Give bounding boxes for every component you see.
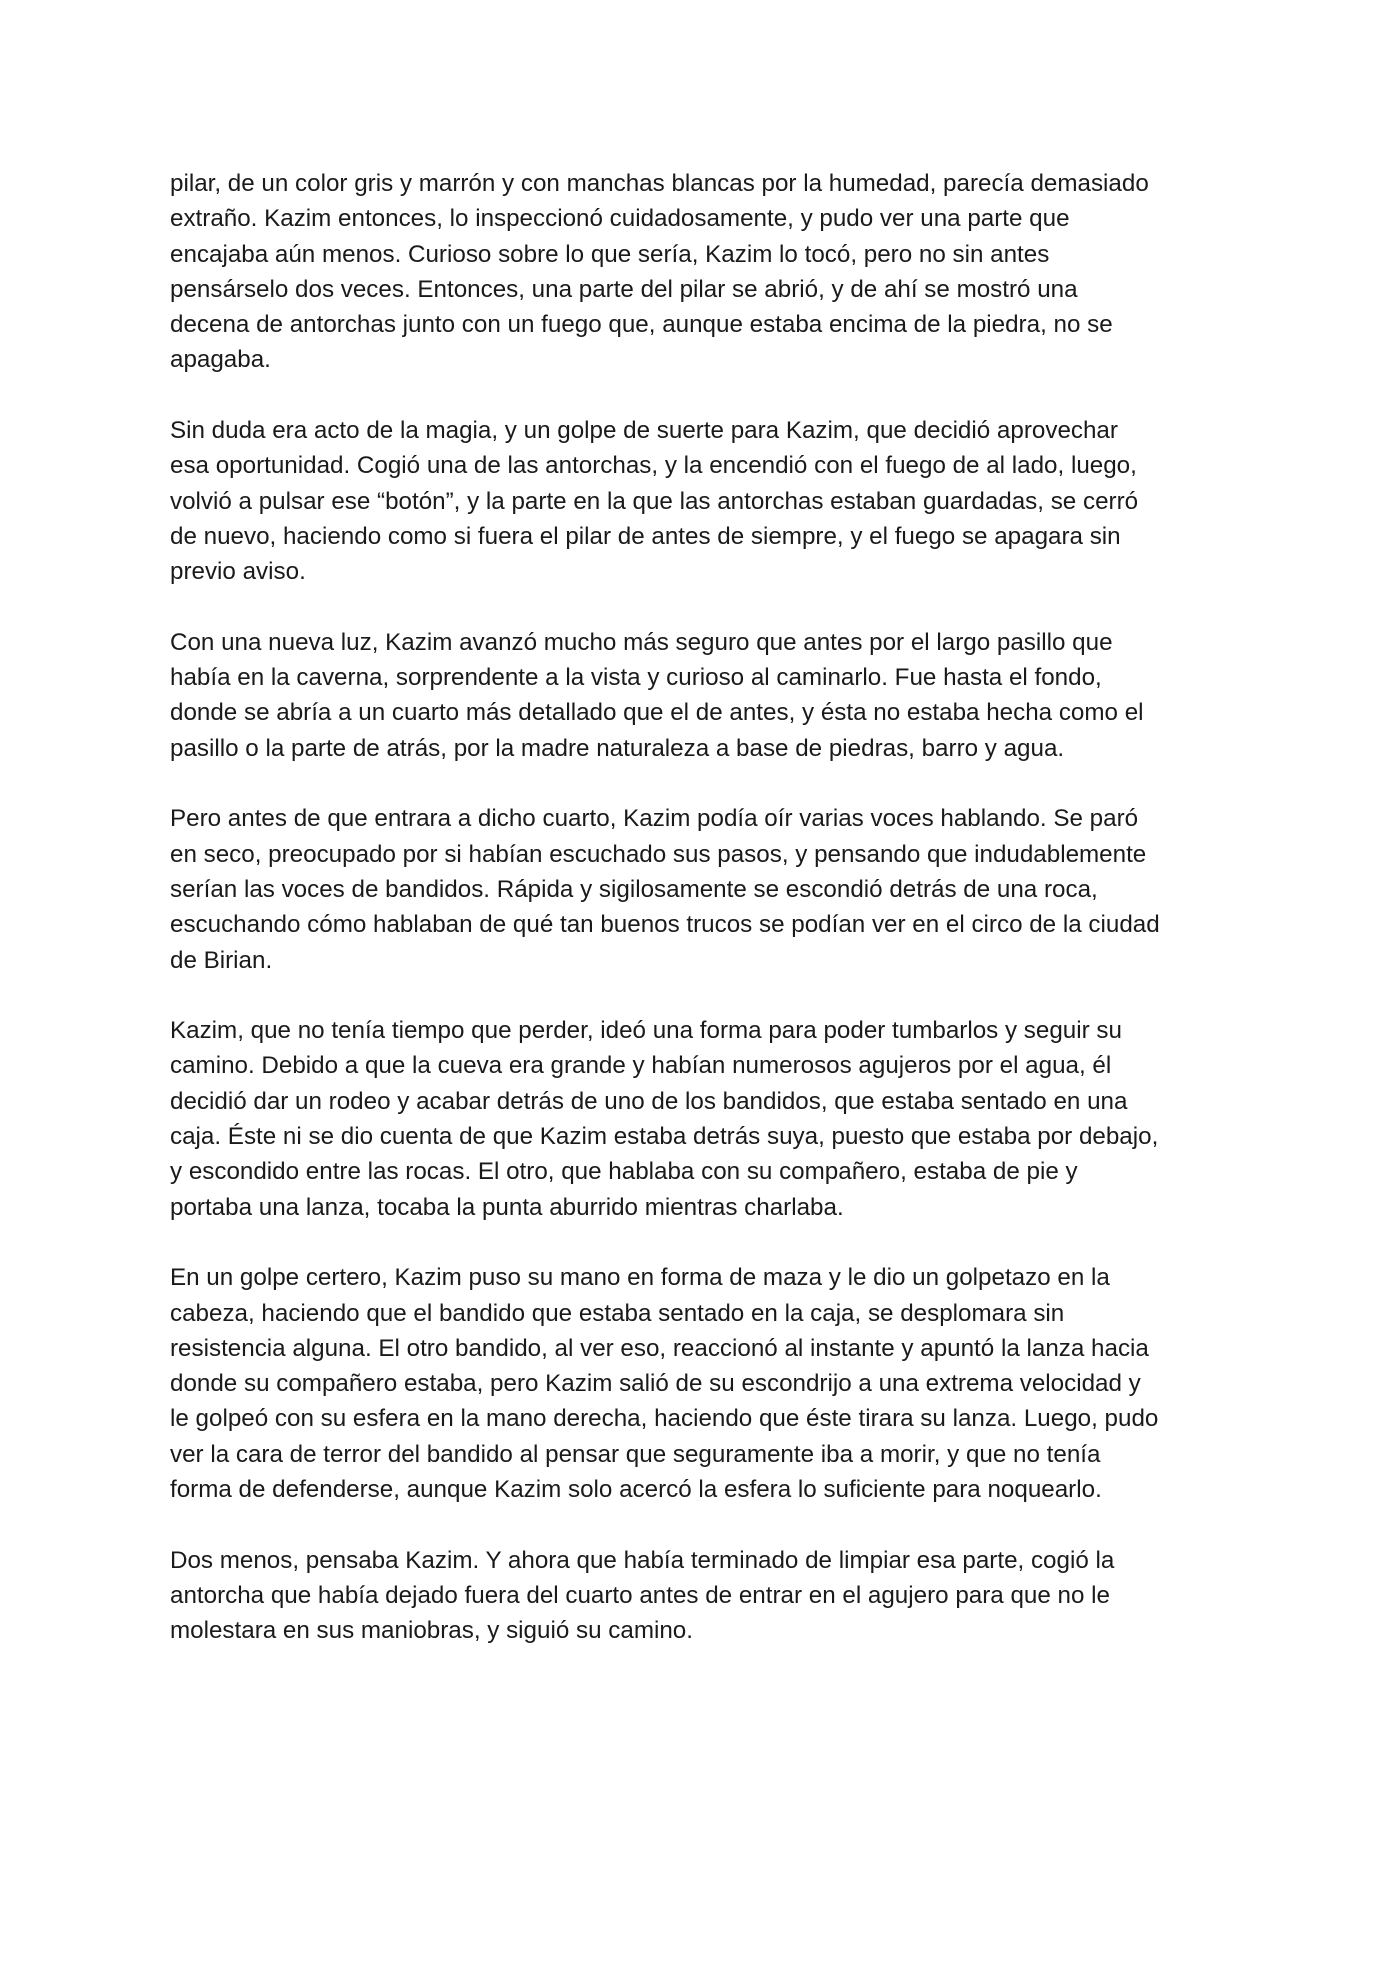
text-line: de Birian. bbox=[170, 946, 273, 974]
text-line: molestara en sus maniobras, y siguió su camino. bbox=[170, 1617, 693, 1645]
text-line: donde se abría a un cuarto más detallado que el de antes, y ésta no estaba hecha como el bbox=[170, 699, 1144, 727]
text-line: serían las voces de bandidos. Rápida y sigilosamente se escondió detrás de una roca, bbox=[170, 875, 1098, 903]
text-line: Pero antes de que entrara a dicho cuarto, Kazim podía oír varias voces hablando. Se paró bbox=[170, 805, 1139, 833]
text-line: ver la cara de terror del bandido al pensar que seguramente iba a morir, y que no tenía bbox=[170, 1440, 1101, 1468]
text-line: Sin duda era acto de la magia, y un golpe de suerte para Kazim, que decidió aprovechar bbox=[170, 417, 1118, 445]
text-line: donde su compañero estaba, pero Kazim salió de su escondrijo a una extrema velocidad y bbox=[170, 1370, 1141, 1398]
paragraph bbox=[170, 166, 1234, 378]
text-line: pensárselo dos veces. Entonces, una parte del pilar se abrió, y de ahí se mostró una bbox=[170, 275, 1078, 303]
document-body bbox=[170, 166, 1234, 1684]
text-line: en seco, preocupado por si habían escuchado sus pasos, y pensando que indudablemente bbox=[170, 840, 1147, 868]
text-line: apagaba. bbox=[170, 346, 271, 374]
text-line: cabeza, haciendo que el bandido que estaba sentado en la caja, se desplomara sin bbox=[170, 1299, 1065, 1327]
paragraph bbox=[170, 1013, 1234, 1225]
text-line: camino. Debido a que la cueva era grande y habían numerosos agujeros por el agua, él bbox=[170, 1052, 1112, 1080]
text-line: escuchando cómo hablaban de qué tan buenos trucos se podían ver en el circo de la ciudad bbox=[170, 911, 1160, 939]
text-line: previo aviso. bbox=[170, 558, 306, 586]
text-line: y escondido entre las rocas. El otro, que hablaba con su compañero, estaba de pie y bbox=[170, 1158, 1078, 1186]
paragraph bbox=[170, 1543, 1234, 1649]
paragraph bbox=[170, 1260, 1234, 1507]
text-line: caja. Éste ni se dio cuenta de que Kazim estaba detrás suya, puesto que estaba por debajo, bbox=[170, 1123, 1159, 1151]
text-line: volvió a pulsar ese “botón”, y la parte en la que las antorchas estaban guardadas, se cerró bbox=[170, 487, 1139, 515]
text-line: encajaba aún menos. Curioso sobre lo que sería, Kazim lo tocó, pero no sin antes bbox=[170, 240, 1050, 268]
text-line: Con una nueva luz, Kazim avanzó mucho más seguro que antes por el largo pasillo que bbox=[170, 628, 1113, 656]
text-line: decena de antorchas junto con un fuego que, aunque estaba encima de la piedra, no se bbox=[170, 311, 1113, 339]
text-line: esa oportunidad. Cogió una de las antorchas, y la encendió con el fuego de al lado, luego, bbox=[170, 452, 1137, 480]
text-line: había en la caverna, sorprendente a la vista y curioso al caminarlo. Fue hasta el fondo, bbox=[170, 664, 1102, 692]
text-line: pilar, de un color gris y marrón y con manchas blancas por la humedad, parecía demasiado bbox=[170, 170, 1149, 197]
text-line: le golpeó con su esfera en la mano derecha, haciendo que éste tirara su lanza. Luego, pudo bbox=[170, 1405, 1159, 1433]
paragraph bbox=[170, 801, 1234, 977]
text-line: forma de defenderse, aunque Kazim solo acercó la esfera lo suficiente para noquearlo. bbox=[170, 1475, 1102, 1503]
text-line: resistencia alguna. El otro bandido, al ver eso, reaccionó al instante y apuntó la lanza hacia bbox=[170, 1334, 1149, 1362]
text-line: extraño. Kazim entonces, lo inspeccionó cuidadosamente, y pudo ver una parte que bbox=[170, 205, 1070, 233]
text-line: de nuevo, haciendo como si fuera el pilar de antes de siempre, y el fuego se apagara sin bbox=[170, 522, 1121, 550]
text-line: Dos menos, pensaba Kazim. Y ahora que había terminado de limpiar esa parte, cogió la bbox=[170, 1546, 1115, 1574]
text-line: pasillo o la parte de atrás, por la madre naturaleza a base de piedras, barro y agua. bbox=[170, 734, 1065, 762]
text-line: portaba una lanza, tocaba la punta aburrido mientras charlaba. bbox=[170, 1193, 844, 1221]
text-line: Kazim, que no tenía tiempo que perder, ideó una forma para poder tumbarlos y seguir su bbox=[170, 1017, 1122, 1045]
text-line: decidió dar un rodeo y acabar detrás de uno de los bandidos, que estaba sentado en una bbox=[170, 1087, 1128, 1115]
paragraph-list bbox=[170, 166, 1234, 1648]
paragraph bbox=[170, 413, 1234, 589]
paragraph bbox=[170, 625, 1234, 766]
text-line: En un golpe certero, Kazim puso su mano en forma de maza y le dio un golpetazo en la bbox=[170, 1264, 1110, 1292]
text-line: antorcha que había dejado fuera del cuarto antes de entrar en el agujero para que no le bbox=[170, 1581, 1110, 1609]
